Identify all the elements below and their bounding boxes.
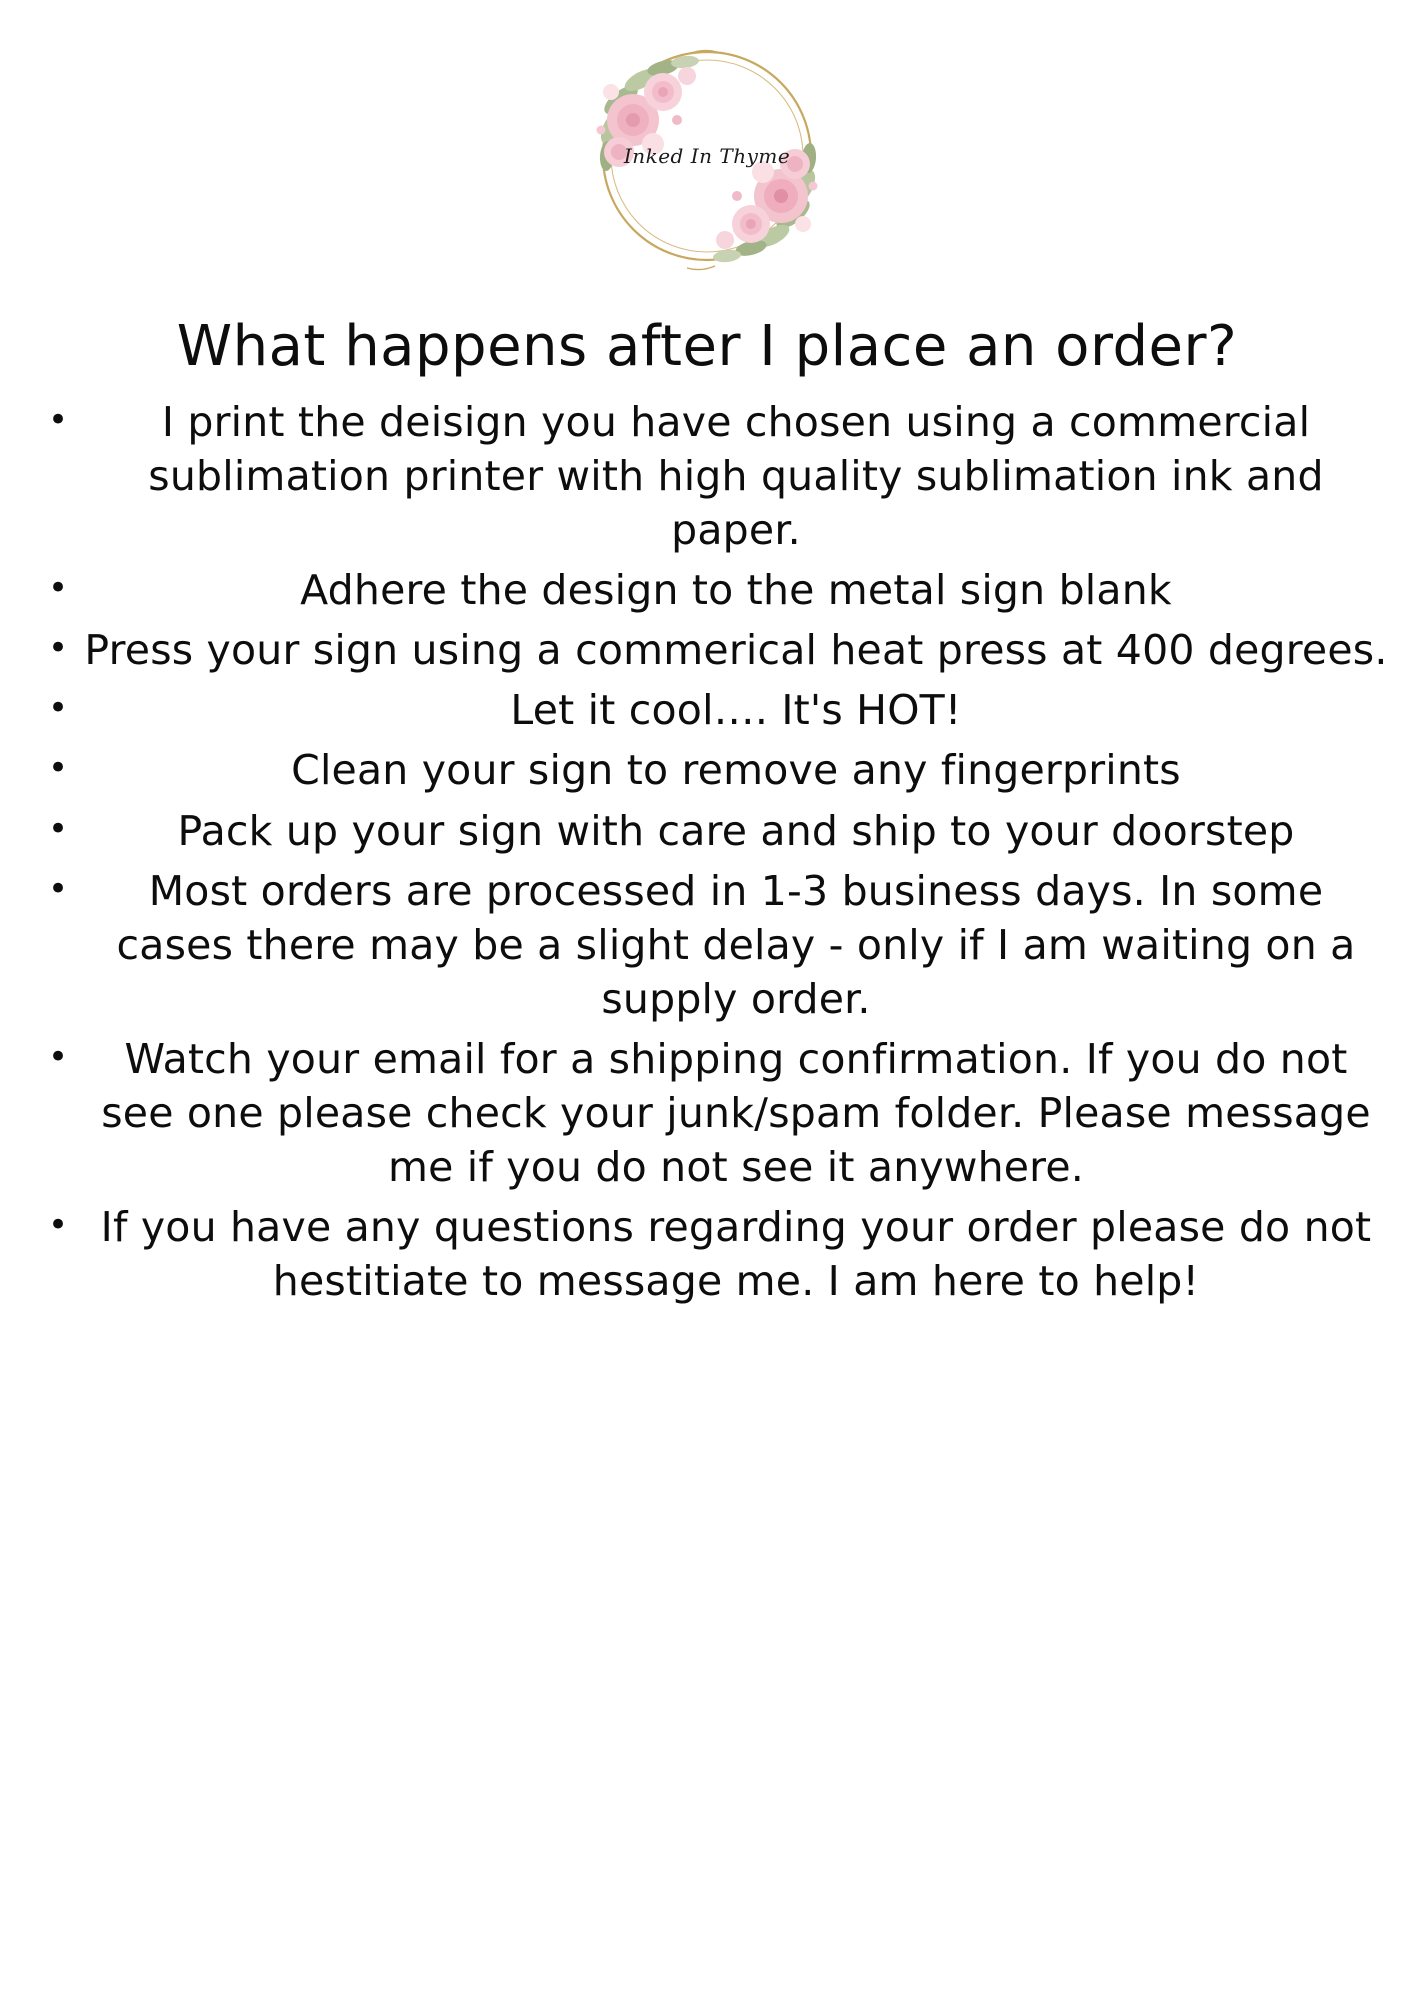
list-item: • Most orders are processed in 1-3 business days. In some cases there may be a slight delay - only if I am waiting on a supply order.	[26, 864, 1388, 1026]
page-title: What happens after I place an order?	[176, 314, 1238, 379]
list-item: • Pack up your sign with care and ship to your doorstep	[26, 804, 1388, 858]
list-item: • Let it cool…. It's HOT!	[26, 683, 1388, 737]
list-item: • Press your sign using a commerical heat press at 400 degrees.	[26, 623, 1388, 677]
steps-list	[0, 395, 1414, 1309]
logo-area	[0, 0, 1414, 286]
list-item: • I print the deisign you have chosen using a commercial sublimation printer with high quality sublimation ink and paper.	[26, 395, 1388, 557]
list-item: • Clean your sign to remove any fingerprints	[26, 743, 1388, 797]
list-item: • If you have any questions regarding your order please do not hestitiate to message me. I am here to help!	[26, 1200, 1388, 1308]
list-item: • Adhere the design to the metal sign blank	[26, 563, 1388, 617]
list-item: • Watch your email for a shipping confirmation. If you do not see one please check your junk/spam folder. Please message me if you do not see it anywhere.	[26, 1032, 1388, 1194]
logo-brand-text: Inked In Thyme	[623, 144, 791, 168]
floral-wreath-logo	[567, 28, 847, 286]
